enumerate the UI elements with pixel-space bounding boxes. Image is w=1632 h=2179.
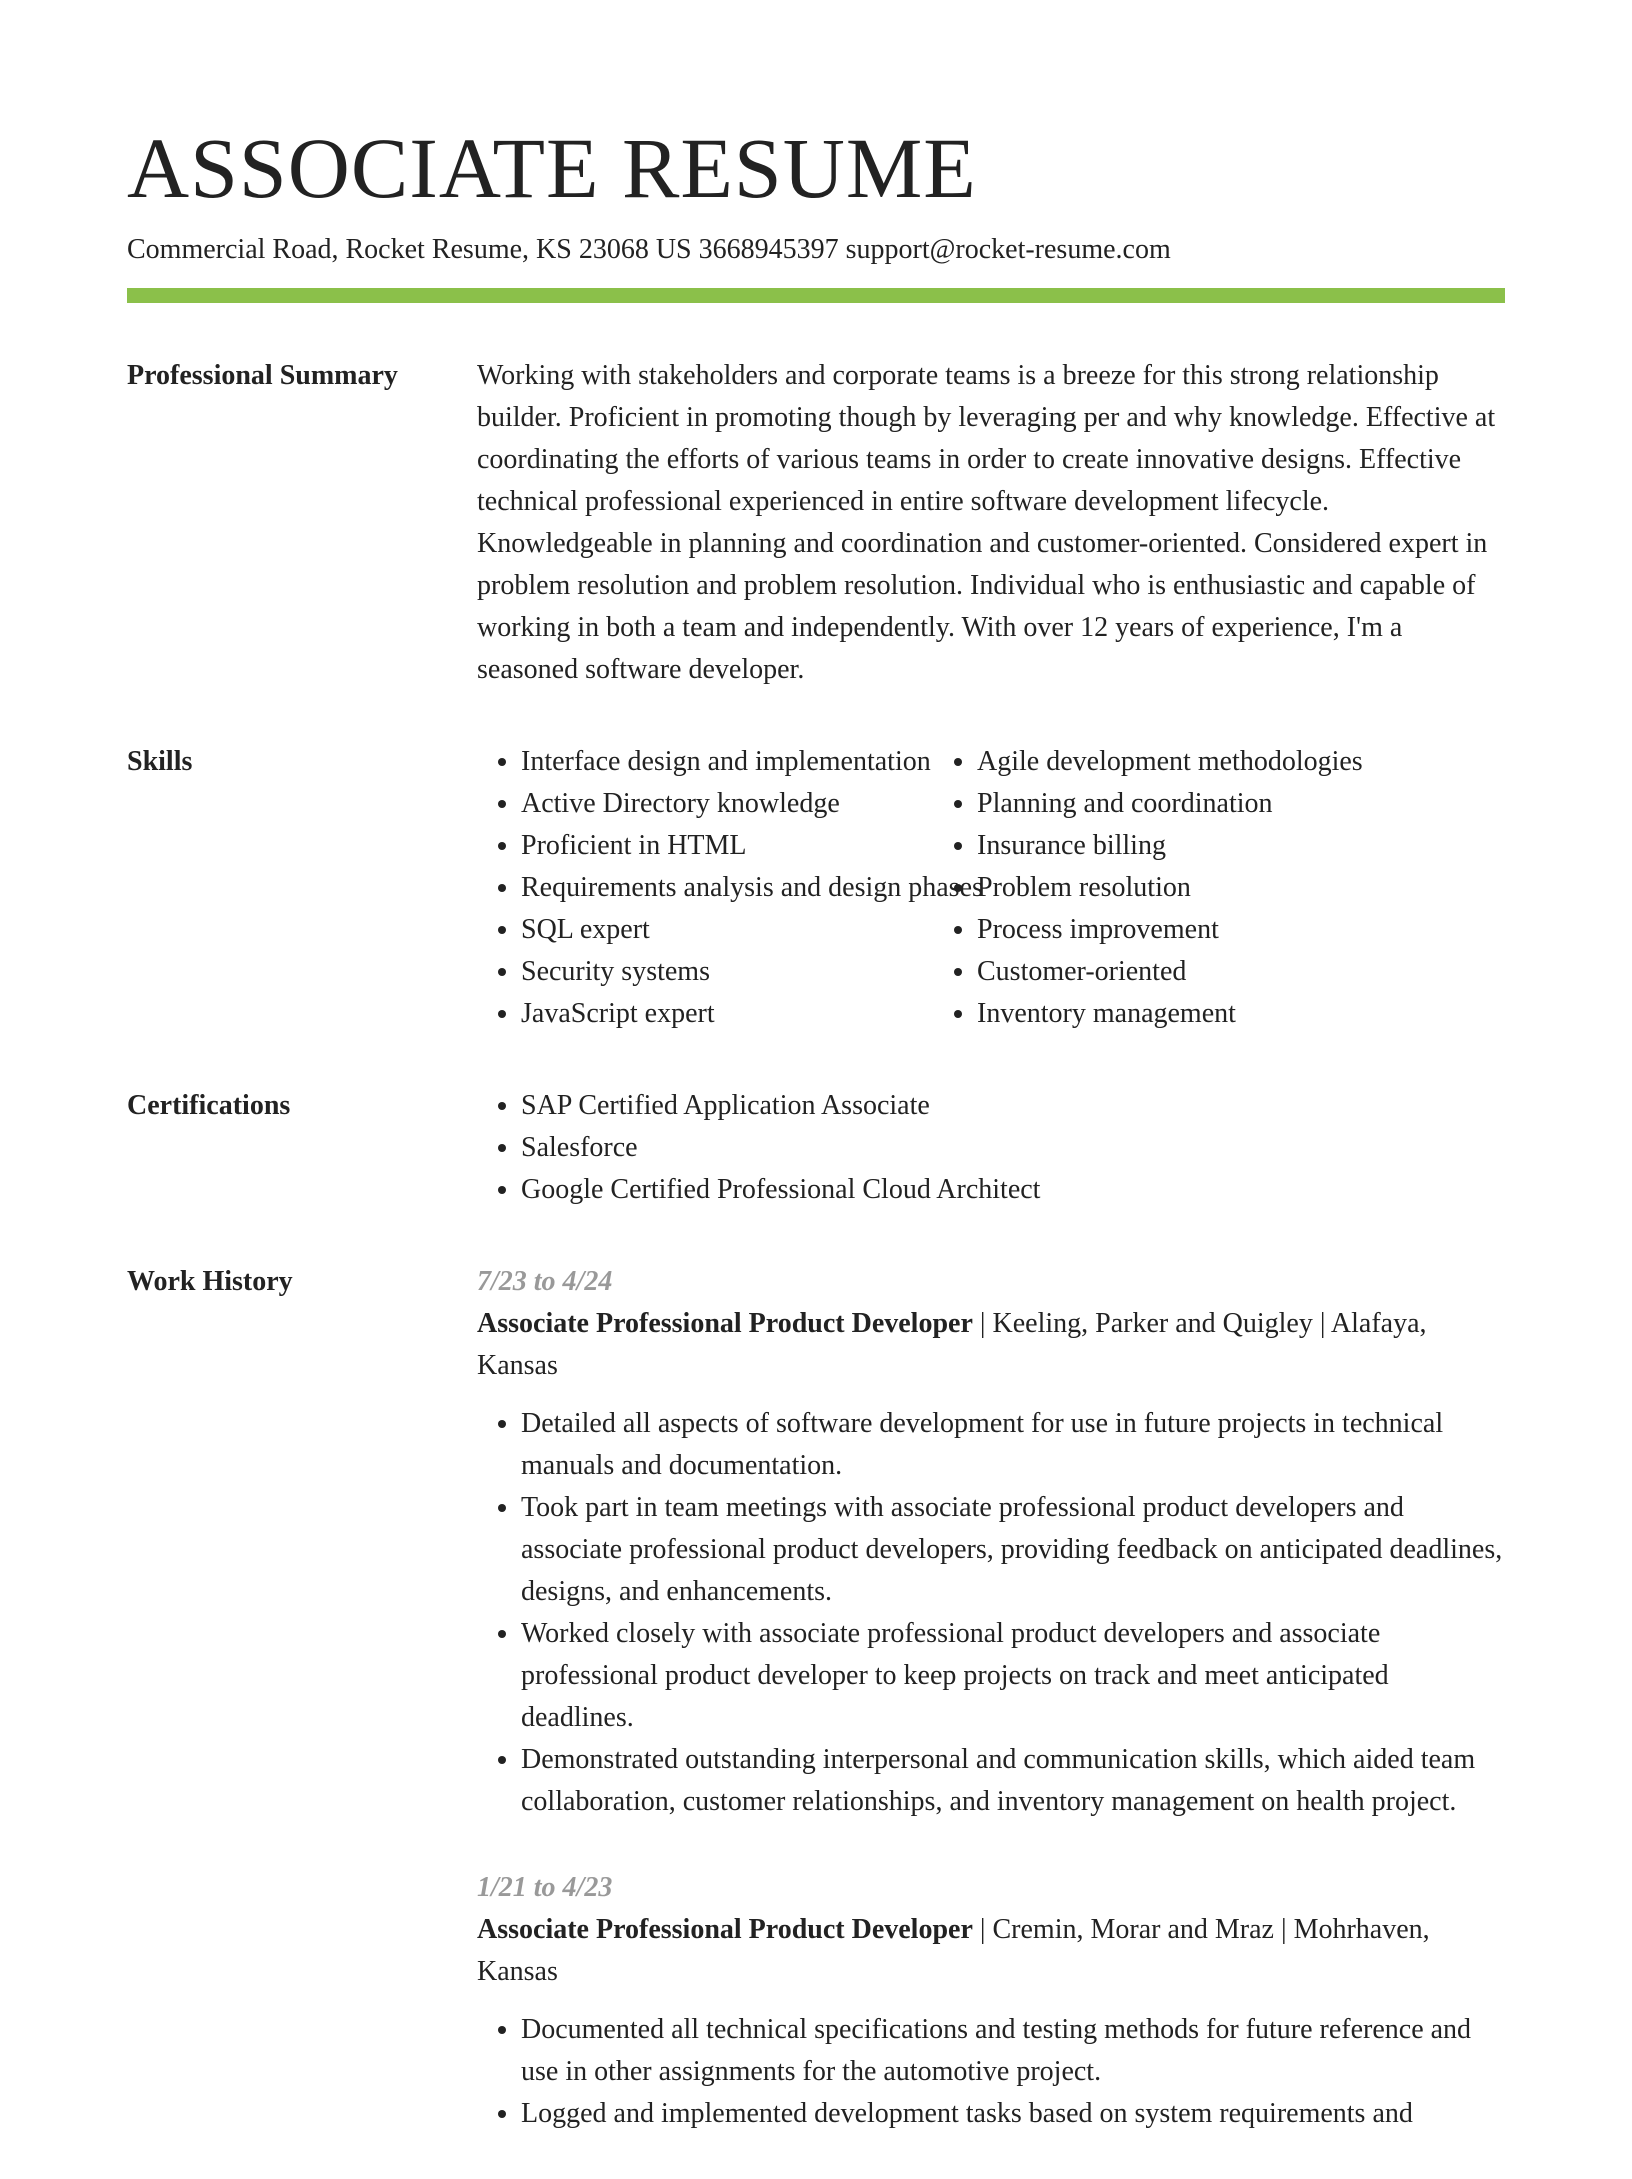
job-bullet: • Worked closely with associate professional product developers and associate professional product developer to keep projects on track and meet anticipated deadlines.	[521, 1613, 1505, 1739]
job-date: 1/21 to 4/23	[477, 1872, 613, 1903]
section-label-summary: Professional Summary	[127, 360, 398, 391]
skill-item: • Problem resolution	[977, 867, 1505, 909]
resume-title: ASSOCIATE RESUME	[127, 120, 977, 216]
job-bullet: • Demonstrated outstanding interpersonal and communication skills, which aided team collaboration, customer relationships, and inventory management on health project.	[521, 1739, 1505, 1823]
skill-item: • Interface design and implementation	[521, 741, 933, 783]
skill-item: • Insurance billing	[977, 825, 1505, 867]
skill-item: • JavaScript expert	[521, 993, 933, 1035]
job-entry	[477, 1867, 1505, 2135]
accent-divider	[127, 288, 1505, 303]
skills-content	[477, 741, 1505, 1035]
job-title: Associate Professional Product Developer	[477, 1914, 973, 1945]
certification-item: • Salesforce	[521, 1127, 1505, 1169]
skills-list-right	[933, 741, 1505, 1035]
job-bullets	[477, 2009, 1505, 2135]
job-employer-location: | Cremin, Morar and Mraz | Mohrhaven, Kansas	[477, 1914, 1430, 1987]
work-history-section	[127, 1261, 1505, 2179]
job-entry	[477, 1261, 1505, 1823]
skill-item: • Customer-oriented	[977, 951, 1505, 993]
certifications-list	[477, 1085, 1505, 1211]
section-label-certifications: Certifications	[127, 1090, 291, 1121]
job-bullet: • Took part in team meetings with associate professional product developers and associate professional product developers, providing feedback on anticipated deadlines, designs, and enhancements.	[521, 1487, 1505, 1613]
skill-item: • Agile development methodologies	[977, 741, 1505, 783]
job-bullet: • Logged and implemented development tasks based on system requirements and	[521, 2093, 1505, 2135]
job-heading	[477, 1303, 1505, 1387]
skill-item: • SQL expert	[521, 909, 933, 951]
job-heading	[477, 1909, 1505, 1993]
skill-item: • Requirements analysis and design phases	[521, 867, 933, 909]
job-employer-location: | Keeling, Parker and Quigley | Alafaya, Kansas	[477, 1308, 1427, 1381]
job-title: Associate Professional Product Developer	[477, 1308, 973, 1339]
skill-item: • Inventory management	[977, 993, 1505, 1035]
job-bullets	[477, 1403, 1505, 1823]
certification-item: • SAP Certified Application Associate	[521, 1085, 1505, 1127]
skill-item: • Security systems	[521, 951, 933, 993]
summary-content	[477, 355, 1505, 691]
skill-item: • Process improvement	[977, 909, 1505, 951]
job-date: 7/23 to 4/24	[477, 1266, 613, 1297]
certifications-section	[127, 1085, 1505, 1211]
skills-list-left	[477, 741, 983, 1035]
skill-item: • Active Directory knowledge	[521, 783, 933, 825]
skills-section	[127, 741, 1505, 1035]
summary-text: Working with stakeholders and corporate teams is a breeze for this strong relationship builder. Proficient in promoting though by leveraging per and why knowledge. Effective at coordinating the efforts of various teams in order to create innovative designs. Effective technical professional experienced in entire software development lifecycle. Knowledgeable in planning and coordination and customer-oriented. Considered expert in problem resolution and problem resolution. Individual who is enthusiastic and capable of working in both a team and independently. With over 12 years of experience, I'm a seasoned software developer.	[477, 360, 1496, 685]
contact-line: Commercial Road, Rocket Resume, KS 23068 US 3668945397 support@rocket-resume.com	[127, 234, 1171, 265]
work-history-content	[477, 1261, 1505, 2179]
certifications-content	[477, 1085, 1505, 1211]
certification-item: • Google Certified Professional Cloud Architect	[521, 1169, 1505, 1211]
section-label-skills: Skills	[127, 746, 193, 777]
job-bullet: • Documented all technical specifications and testing methods for future reference and use in other assignments for the automotive project.	[521, 2009, 1505, 2093]
section-label-work-history: Work History	[127, 1266, 293, 1297]
summary-section	[127, 355, 1505, 691]
job-bullet: • Detailed all aspects of software development for use in future projects in technical manuals and documentation.	[521, 1403, 1505, 1487]
skill-item: • Planning and coordination	[977, 783, 1505, 825]
skill-item: • Proficient in HTML	[521, 825, 933, 867]
